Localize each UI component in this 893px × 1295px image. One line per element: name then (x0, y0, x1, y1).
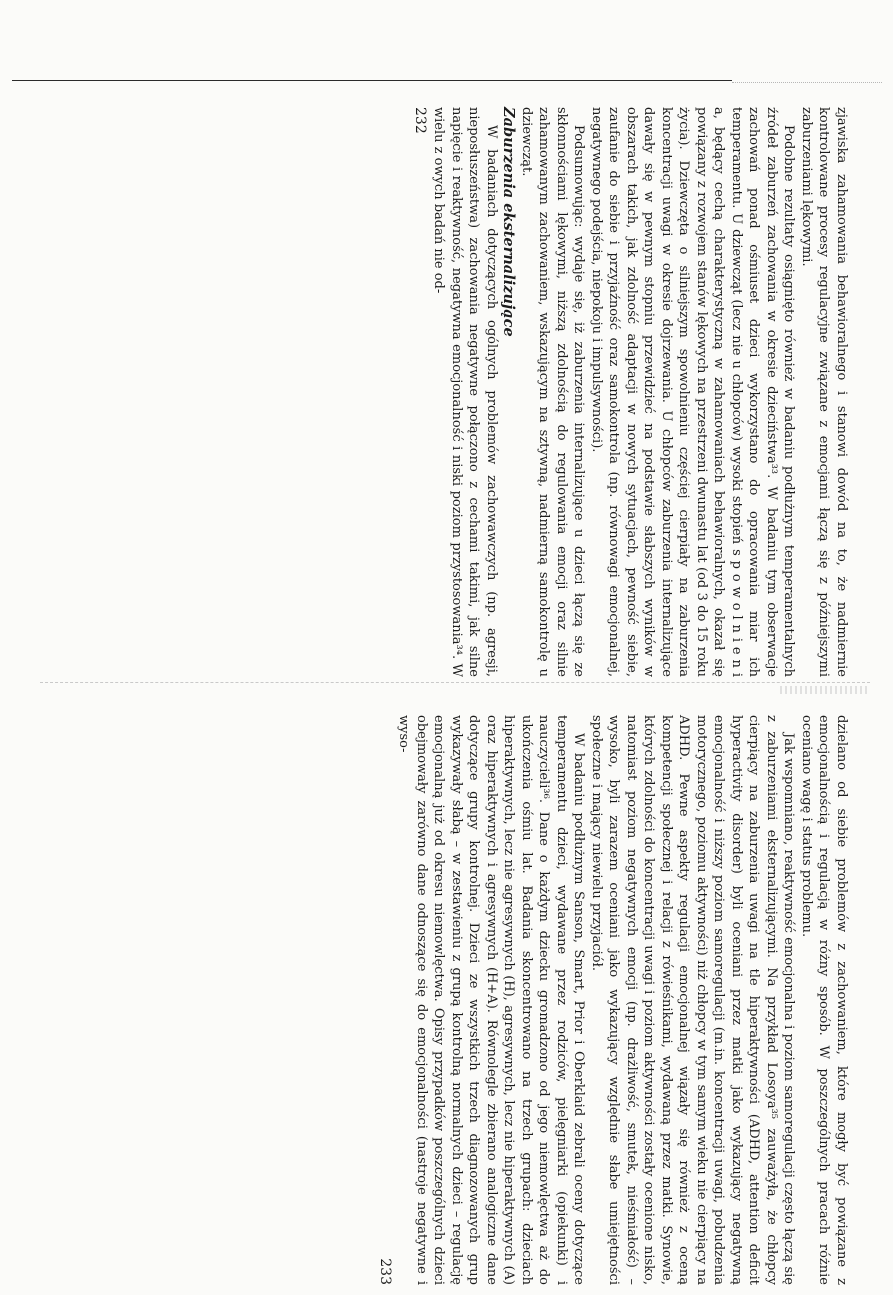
right-page-233 (70, 705, 850, 1295)
right-paragraph-3: W badaniu podłużnym Sanson, Smart, Prior i Oberklaid zebrali oceny dotyczące temperamentu dzieci, wydawane przez rodziców, pielęgniarki (opiekunki) i nauczycieli³⁶. Dane o każdym dziecku gromadzono od jego niemowlęctwa aż do ukończenia ośmiu lat. Badania skoncentrowano na trzech grupach: dzieciach hiperaktywnych, lecz nie agresywnych (H), agresywnych, lecz nie hiperaktywnych (A) oraz hiperaktywnych i agresywnych (H+A). Równolegle zbierano analogiczne dane dotyczące grupy kontrolnej. Dzieci ze wszystkich trzech diagnozowanych grup wykazywały słabą – w zestawieniu z grupą kontrolną normalnych dzieci – regulację emocjonalną już od okresu niemowlęctwa. Opisy przypadków poszczególnych dzieci obejmowały zarówno dane odnoszące się do emocjonalności (nastroje negatywne i wyso- (396, 715, 587, 1285)
left-page-232 (100, 97, 850, 687)
page-number-left: 232 (412, 107, 428, 134)
left-paragraph-2: Podobne rezultaty osiągnięto również w badaniu podłużnym temperamentalnych źródeł zaburzeń zachowania w okresie dzieciństwa³³. W badaniu tym obserwacje zachowań ponad ośmiuset dzieci wykorzystano do opracowania miar ich temperamentu. U dziewcząt (lecz nie u chłopców) wysoki stopień s p o w o l n i e n i a, będący cechą charakterystyczną w zahamowaniach behawioralnych, okazał się powiązany z rozwojem stanów lękowych na przestrzeni dwunastu lat (od 3 do 15 roku życia). Dziewczęta o silniejszym spowolnieniu częściej cierpiały na zaburzenia koncentracji uwagi w okresie dojrzewania. U chłopców zaburzenia internalizujące dawały się w pewnym stopniu przewidzieć na podstawie słabszych wyników w obszarach takich, jak zdolność adaptacji w nowych sytuacjach, pewność siebie, zaufanie do siebie i przyjaźność oraz samokontrola (np. równowagi emocjonalnej, negatywnego podejścia, niepokoju i impulsywności). (589, 107, 797, 677)
left-paragraph-3: Podsumowując: wydaje się, iż zaburzenia internalizujące u dzieci łączą się ze skłonnościami lękowymi, niższą zdolnością do regulowania emocji oraz silnie zahamowanym zachowaniem, wskazującym na sztywną, nadmierną samokontrolę u dziewcząt. (519, 107, 587, 677)
section-heading: Zaburzenia eksternalizujące (500, 107, 518, 337)
left-paragraph-4: W badaniach dotyczących ogólnych problemów zachowawczych (np. agresji, nieposłuszeństwa) zachowania negatywne połączono z cechami takimi, jak silne napięcie i reaktywność, negatywna emocjonalność i niski poziom przystosowania³⁴. W wielu z owych badań nie od- (431, 107, 499, 677)
right-paragraph-1: dzielano od siebie problemów z zachowaniem, które mogły być powiązane z emocjonalnością i regulacją w różny sposób. W poszczególnych pracach różnie oceniano wagę i status problemu. (799, 715, 849, 1285)
left-paragraph-1: zjawiska zahamowania behawioralnego i stanowi dowód na to, że nadmiernie kontrolowane procesy regulacyjne związane z emocjami łączą się z późniejszymi zaburzeniami lękowymi. (799, 107, 849, 677)
top-rule-faint (732, 82, 882, 83)
right-paragraph-2: Jak wspomniano, reaktywność emocjonalna i poziom samoregulacji często łączą się z zaburzeniami eksternalizującymi. Na przykład Losoya³⁵ zauważyła, że chłopcy cierpiący na zaburzenia uwagi na tle hiperaktywności (ADHD, attention deficit hyperactivity disorder) byli oceniani przez matki jako wykazujący negatywną emocjonalność i niższy poziom samoregulacji (m.in. koncentracji uwagi, pobudzenia motorycznego, poziomu aktywności) niż chłopcy w tym samym wieku nie cierpiący na ADHD. Pewne aspekty regulacji emocjonalnej wiązały się również z oceną kompetencji społecznej i relacji z rówieśnikami, wydawaną przez matki. Synowie, których zdolności do koncentracji uwagi i poziom aktywności zostały ocenione nisko, natomiast poziom negatywnych emocji (np. drażliwość, smutek, nieśmiałość) – wysoko, byli zarazem oceniani jako wykazujący względnie słabe umiejętności społeczne i mający niewielu przyjaciół. (589, 715, 797, 1285)
top-rule (12, 80, 732, 81)
page-number-right: 233 (377, 1258, 393, 1285)
gutter-shadow (780, 686, 870, 694)
